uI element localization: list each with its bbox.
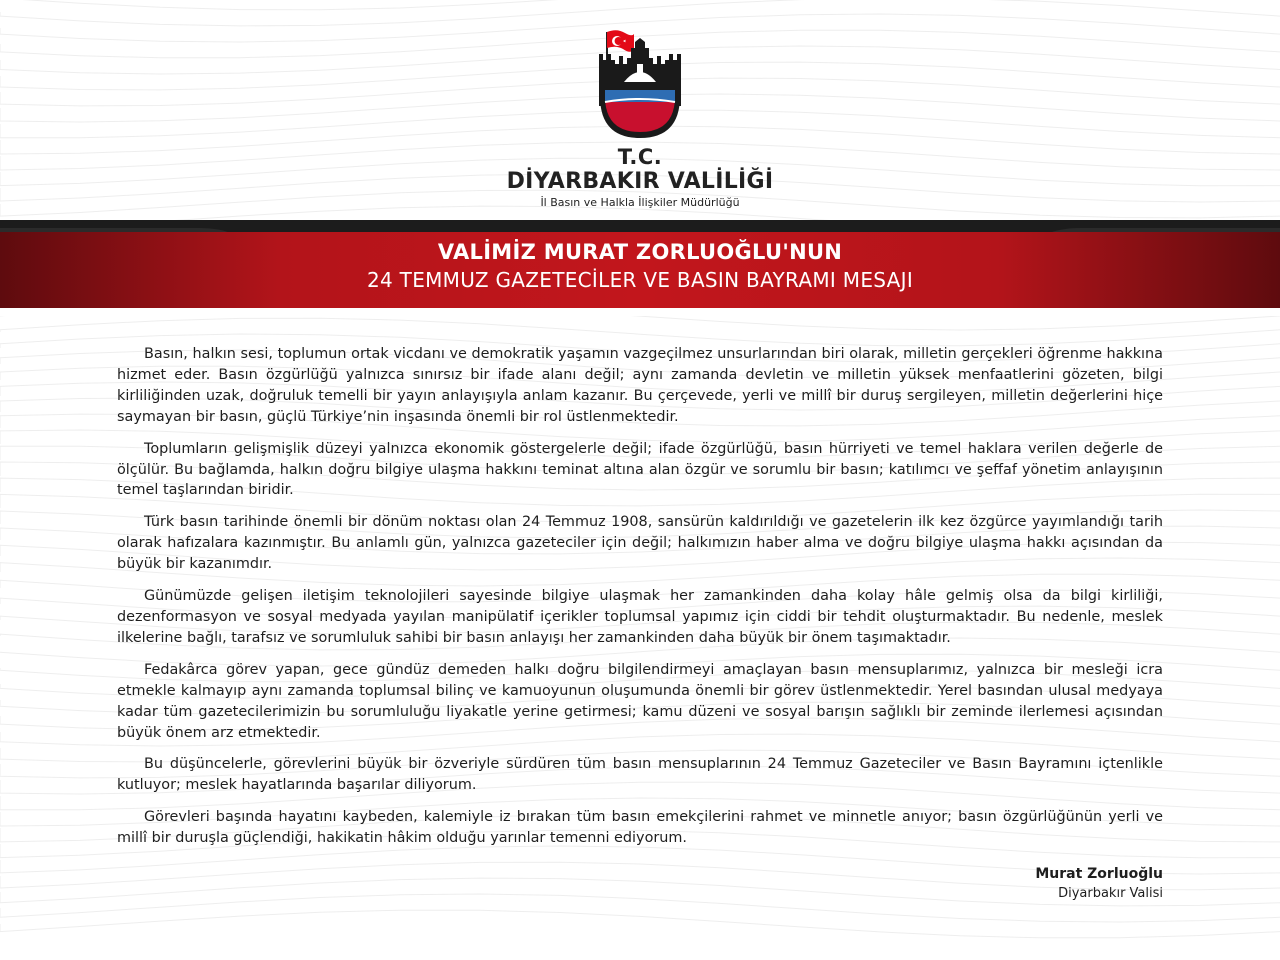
turkish-flag-icon	[607, 30, 634, 52]
banner-title-line-2: 24 TEMMUZ GAZETECİLER VE BASIN BAYRAMI MESAJI	[366, 268, 914, 292]
paragraph: Görevleri başında hayatını kaybeden, kalemiyle iz bırakan tüm basın emekçilerini rahmet ve minnetle anıyor; basın özgürlüğünün yerli ve millî bir duruşla güçlendiği, hakikatin hâkim olduğu yarınlar temenni ediyorum.	[117, 809, 1163, 847]
diyarbakir-castle-emblem-icon	[590, 26, 690, 148]
paragraph: Toplumların gelişmişlik düzeyi yalnızca ekonomik göstergelerle değil; ifade özgürlüğü, basın hürriyeti ve temel haklara verilen değerle de ölçülür. Bu bağlamda, halkın doğru bilgiye ulaşma hakkını teminat altına alan özgür ve sorumlu bir basın; katılımcı ve şeffaf yönetim anlayışının temel taşlarından biridir.	[117, 440, 1163, 499]
org-name: DİYARBAKIR VALİLİĞİ	[506, 169, 774, 194]
paragraph: Günümüzde gelişen iletişim teknolojileri sayesinde bilgiye ulaşmak her zamankinden daha kolay hâle gelmiş olsa da bilgi kirliliği, dezenformasyon ve sosyal medyada yayılan manipülatif içerikler toplumsal yapımız için ciddi bir tehdit oluşturmaktadır. Bu nedenle, meslek ilkelerine bağlı, tarafsız ve sorumluluk sahibi bir basın anlayışı her zamankinden daha büyük bir önem taşımaktadır.	[117, 588, 1163, 646]
paragraph: Bu düşüncelerle, görevlerini büyük bir özveriyle sürdüren tüm basın mensuplarının 24 Temmuz Gazeteciler ve Basın Bayramını içtenlikle kutluyor; meslek hayatlarında başarılar diliyorum.	[117, 756, 1163, 794]
paragraph: Basın, halkın sesi, toplumun ortak vicdanı ve demokratik yaşamın vazgeçilmez unsurlarından biri olarak, milletin gerçekleri öğrenme hakkına hizmet eder. Basın özgürlüğü yalnızca sınırsız bir ifade alanı değil; aynı zamanda devletin ve milletin yüksek menfaatlerini gözeten, bilgi kirliliğinden uzak, doğruluk temelli bir yayın anlayışıyla anlam kazanır. Bu çerçevede, yerli ve millî bir duruş sergileyen, milletin değerlerini hiçe saymayan bir basın, güçlü Türkiye’nin inşasında önemli bir rol üstlenmektedir.	[117, 346, 1163, 425]
banner-title-line-1: VALİMİZ MURAT ZORLUOĞLU'NUN	[437, 240, 843, 264]
signature-title: Diyarbakır Valisi	[1058, 886, 1163, 901]
org-department: İl Basın ve Halkla İlişkiler Müdürlüğü	[540, 196, 740, 209]
wave-line	[0, 318, 1280, 346]
org-tc: T.C.	[617, 145, 663, 169]
signature-name: Murat Zorluoğlu	[1035, 866, 1163, 882]
message-body	[117, 344, 1163, 860]
paragraph: Türk basın tarihinde önemli bir dönüm noktası olan 24 Temmuz 1908, sansürün kaldırıldığı ve gazetelerin ilk kez özgürce yayımlandığı tarih olarak hafızalara kazınmıştır. Bu anlamlı gün, yalnızca gazeteciler için değil; halkımızın haber alma ve doğru bilgiye ulaşma hakkı açısından da büyük bir kazanımdır.	[117, 514, 1163, 573]
organization-header	[0, 146, 1280, 210]
signature-block	[1035, 864, 1163, 904]
paragraph: Fedakârca görev yapan, gece gündüz demeden halkı doğru bilgilendirmeyi amaçlayan basın mensuplarımız, yalnızca bir mesleği icra etmekle kalmayıp aynı zamanda toplumsal bilinç ve kamuoyunun oluşumunda önemli bir görev üstlenmektedir. Yerel basından ulusal medyaya kadar tüm gazetecilerimizin bu sorumluluğu liyakatle yerine getirmesi; kamu düzeni ve sosyal barışın sağlıklı bir zeminde ilerlemesi açısından büyük önem arz etmektedir.	[117, 661, 1163, 741]
title-banner	[0, 220, 1280, 316]
wave-line	[0, 910, 1280, 938]
